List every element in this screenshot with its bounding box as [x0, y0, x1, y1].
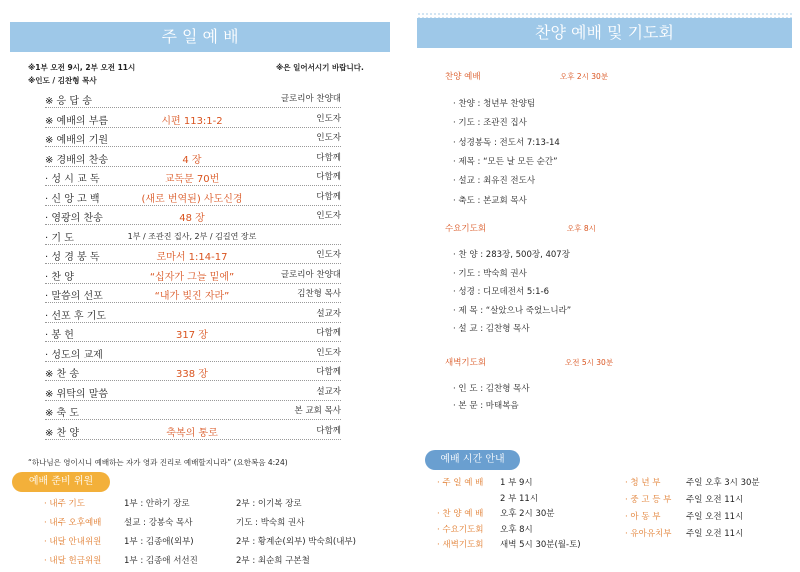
order-person: 설교자 — [316, 386, 341, 397]
order-person: 다함께 — [316, 425, 341, 436]
section-item: · 제 목 : “살았으나 죽었느니라” — [453, 305, 572, 316]
order-person: 인도자 — [316, 250, 341, 260]
dawn-prayer-time: 오전 5시 30분 — [565, 358, 614, 367]
order-detail: 338 장 — [176, 369, 208, 380]
order-detail: 축복의 통로 — [166, 427, 218, 439]
order-label: · 선포 후 기도 — [45, 310, 107, 322]
order-row — [45, 400, 341, 420]
schedule-time: 주일 오전 11시 — [686, 495, 744, 505]
order-label: · 찬 양 — [45, 271, 74, 283]
order-row — [45, 205, 341, 225]
prep-role: · 내달 안내위원 — [44, 537, 102, 547]
schedule-name: · 중 고 등 부 — [625, 495, 672, 505]
standing-note: ※은 일어서시기 바랍니다. — [276, 63, 364, 72]
order-row — [45, 108, 341, 128]
schedule-name: · 새벽기도회 — [437, 540, 484, 550]
prep-first: 1부 : 안하기 장로 — [124, 499, 190, 509]
schedule-time: 2 부 11시 — [500, 493, 539, 504]
order-detail: 4 장 — [182, 154, 202, 166]
order-row — [45, 147, 341, 167]
section-item: · 설교 : 최유진 전도사 — [453, 176, 536, 187]
prep-role: · 내달 헌금위원 — [44, 556, 102, 566]
order-row — [45, 244, 341, 264]
order-detail: 로마서 1:14-17 — [156, 252, 228, 263]
prep-committee-title: 예배 준비 위원 — [12, 472, 110, 492]
prep-role: · 내주 오후예배 — [44, 518, 102, 528]
order-label: · 봉 헌 — [45, 330, 74, 341]
prep-second: 기도 : 박숙희 권사 — [236, 518, 305, 528]
order-person: 본 교회 목사 — [294, 406, 341, 416]
order-person: 글로리아 찬양대 — [280, 94, 341, 104]
order-person: 다함께 — [316, 367, 341, 377]
order-person: 글로리아 찬양대 — [280, 269, 341, 280]
order-detail: “십자가 그늘 밑에” — [149, 271, 235, 283]
section-item: · 제목 : “모든 날 모든 순간” — [453, 156, 558, 167]
prep-row — [44, 497, 384, 515]
section-item: · 인 도 : 김찬형 목사 — [453, 384, 530, 394]
schedule-name: · 아 동 부 — [625, 512, 661, 522]
order-detail: (새로 번역된) 사도신경 — [141, 193, 243, 205]
praise-and-prayer-title: 찬양 예배 및 기도회 — [417, 18, 792, 48]
schedule-name: · 찬 양 예 배 — [437, 509, 484, 519]
scripture-quote: “하나님은 영이시니 예배하는 자가 영과 진리로 예배할지니라” (요한복음 4:24) — [28, 458, 288, 467]
schedule-time: 주일 오전 11시 — [686, 529, 744, 539]
service-times: ※1부 오전 9시, 2부 오전 11시 — [28, 63, 136, 72]
order-row — [45, 225, 341, 245]
order-label: · 성도의 교제 — [45, 349, 103, 361]
order-label: · 성 경 봉 독 — [45, 252, 100, 263]
section-item: · 찬양 : 청년부 찬양팀 — [453, 99, 536, 109]
sunday-worship-title: 주 일 예 배 — [10, 22, 390, 52]
order-label: ※ 찬 양 — [45, 427, 80, 439]
order-row — [45, 186, 341, 206]
schedule-time: 주일 오후 3시 30분 — [686, 478, 760, 488]
order-label: · 신 앙 고 백 — [45, 193, 100, 205]
schedule-title: 예배 시간 안내 — [425, 450, 520, 470]
prep-row — [44, 535, 384, 553]
order-label: · 성 시 교 독 — [45, 174, 100, 185]
order-label: ※ 위탁의 말씀 — [45, 388, 109, 400]
order-label: · 말씀의 선포 — [45, 291, 103, 302]
order-detail: 317 장 — [176, 330, 208, 341]
order-row — [45, 381, 341, 401]
schedule-time: 새벽 5시 30분(월-토) — [500, 540, 581, 550]
order-person: 다함께 — [316, 152, 341, 163]
leader-line: ※인도 / 김찬형 목사 — [28, 76, 97, 85]
order-detail: 1부 / 조관진 집사, 2부 / 김길연 장로 — [127, 231, 257, 241]
order-detail: 시편 113:1-2 — [161, 115, 223, 127]
schedule-time: 오후 8시 — [500, 524, 533, 535]
section-item: · 찬 양 : 283장, 500장, 407장 — [453, 250, 570, 260]
order-label: ※ 예배의 부름 — [45, 115, 109, 127]
order-row — [45, 420, 341, 440]
order-row — [45, 166, 341, 186]
dawn-prayer-title: 새벽기도회 — [445, 358, 487, 368]
prep-second: 2부 : 이기복 장로 — [236, 499, 302, 509]
order-person: 김찬형 목사 — [297, 289, 341, 299]
prep-first: 1부 : 김종애 서선진 — [124, 556, 198, 566]
section-item: · 성경봉독 : 전도서 7:13-14 — [453, 137, 560, 148]
order-label: · 기 도 — [45, 232, 74, 244]
wednesday-prayer-title: 수요기도회 — [445, 224, 487, 234]
section-item: · 설 교 : 김찬형 목사 — [453, 324, 530, 334]
order-row — [45, 303, 341, 323]
section-item: · 기도 : 박숙희 권사 — [453, 268, 527, 279]
order-person: 인도자 — [316, 113, 341, 124]
order-detail: “내가 빚진 자라” — [154, 291, 230, 302]
order-person: 인도자 — [316, 347, 341, 358]
praise-worship-title: 찬양 예배 — [445, 72, 481, 82]
schedule-name: · 청 년 부 — [625, 478, 661, 488]
order-label: ※ 예배의 기원 — [45, 135, 109, 146]
left-page — [0, 0, 400, 566]
order-person: 설교자 — [316, 308, 341, 319]
order-detail: 교독문 70번 — [164, 174, 220, 185]
schedule-name: · 유아유치부 — [625, 529, 672, 539]
schedule-name: · 주 일 예 배 — [437, 478, 484, 488]
prep-second: 2부 : 황계순(외부) 박숙희(내부) — [236, 537, 356, 547]
order-label: ※ 축 도 — [45, 408, 80, 419]
order-person: 다함께 — [316, 172, 341, 182]
schedule-time: 1 부 9시 — [500, 478, 533, 488]
section-item: · 축도 : 본교회 목사 — [453, 195, 527, 206]
order-row — [45, 127, 341, 147]
prep-row — [44, 554, 384, 572]
order-row — [45, 342, 341, 362]
prep-role: · 내주 기도 — [44, 499, 85, 509]
prep-row — [44, 516, 384, 534]
prep-second: 2부 : 최순희 구본철 — [236, 556, 310, 566]
order-row — [45, 283, 341, 303]
prep-first: 1부 : 김종애(외부) — [124, 537, 194, 547]
order-detail: 48 장 — [179, 213, 205, 224]
order-row — [45, 322, 341, 342]
section-item: · 본 문 : 마태복음 — [453, 401, 519, 411]
order-row — [45, 88, 341, 108]
order-label: ※ 응 답 송 — [45, 96, 92, 107]
wednesday-prayer-time: 오후 8시 — [567, 224, 596, 233]
order-label: ※ 찬 송 — [45, 369, 80, 380]
order-row — [45, 264, 341, 284]
section-item: · 성경 : 디모데전서 5:1-6 — [453, 287, 550, 297]
section-item: · 기도 : 조관진 집사 — [453, 118, 527, 129]
schedule-name: · 수요기도회 — [437, 524, 484, 535]
praise-worship-time: 오후 2시 30분 — [560, 72, 609, 81]
schedule-time: 오후 2시 30분 — [500, 509, 555, 519]
prep-first: 설교 : 강봉숙 목사 — [124, 518, 193, 528]
order-label: ※ 경배의 찬송 — [45, 154, 109, 166]
schedule-time: 주일 오전 11시 — [686, 512, 744, 522]
order-label: · 영광의 찬송 — [45, 213, 103, 224]
order-person: 인도자 — [316, 211, 341, 221]
order-row — [45, 361, 341, 381]
order-person: 인도자 — [316, 133, 341, 143]
order-person: 다함께 — [316, 328, 341, 338]
order-person: 다함께 — [316, 191, 341, 202]
